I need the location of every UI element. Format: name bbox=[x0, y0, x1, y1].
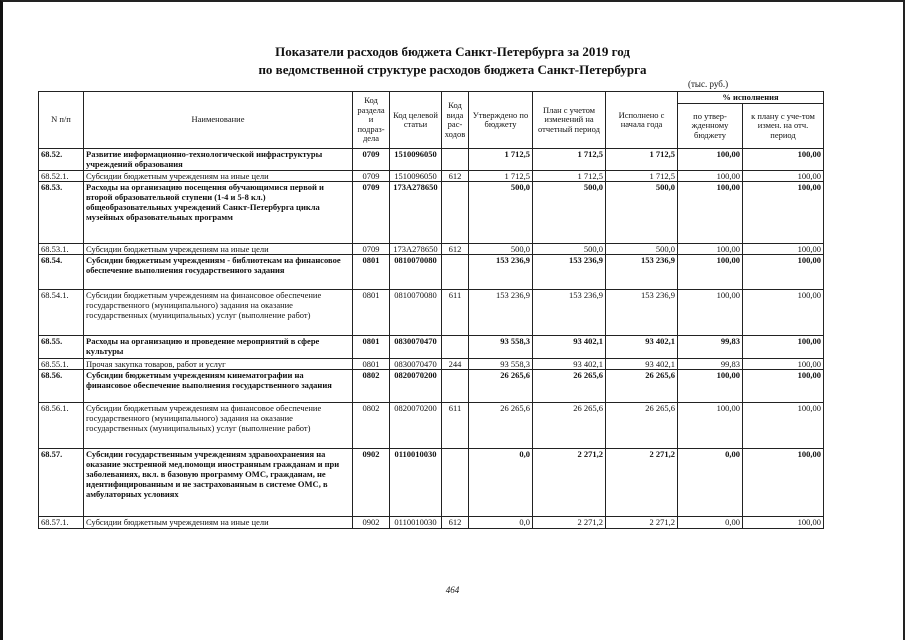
row-pct-approved: 0,00 bbox=[678, 449, 743, 517]
row-num: 68.52. bbox=[39, 149, 84, 171]
header-approved: Утверждено по бюджету bbox=[469, 92, 533, 149]
row-executed: 500,0 bbox=[606, 244, 678, 255]
row-type bbox=[442, 149, 469, 171]
row-approved: 93 558,3 bbox=[469, 359, 533, 370]
row-num: 68.53. bbox=[39, 182, 84, 244]
row-pct-plan: 100,00 bbox=[743, 255, 824, 290]
row-approved: 153 236,9 bbox=[469, 290, 533, 336]
row-section: 0801 bbox=[353, 290, 390, 336]
row-executed: 1 712,5 bbox=[606, 149, 678, 171]
row-pct-plan: 100,00 bbox=[743, 171, 824, 182]
budget-table bbox=[38, 91, 824, 529]
row-num: 68.54.1. bbox=[39, 290, 84, 336]
table-row bbox=[39, 182, 824, 244]
row-section: 0801 bbox=[353, 255, 390, 290]
row-plan: 93 402,1 bbox=[533, 359, 606, 370]
row-name: Субсидии государственным учреждениям здравоохранения на оказание экстренной мед.помощи иностранным гражданам и при заболеваниях, вкл. в базовую программу ОМС, гражданам, не идентифицированным и не застрахованным в системе ОМС, в амбулаторных условиях bbox=[84, 449, 353, 517]
row-num: 68.56.1. bbox=[39, 403, 84, 449]
row-pct-plan: 100,00 bbox=[743, 149, 824, 171]
row-plan: 500,0 bbox=[533, 182, 606, 244]
row-type: 612 bbox=[442, 171, 469, 182]
row-num: 68.57.1. bbox=[39, 517, 84, 529]
row-executed: 500,0 bbox=[606, 182, 678, 244]
row-num: 68.53.1. bbox=[39, 244, 84, 255]
row-section: 0801 bbox=[353, 336, 390, 359]
row-pct-approved: 100,00 bbox=[678, 149, 743, 171]
row-executed: 153 236,9 bbox=[606, 255, 678, 290]
row-type: 611 bbox=[442, 290, 469, 336]
row-executed: 93 402,1 bbox=[606, 336, 678, 359]
row-type bbox=[442, 255, 469, 290]
row-name: Субсидии бюджетным учреждениям на иные цели bbox=[84, 244, 353, 255]
row-target: 0830070470 bbox=[390, 336, 442, 359]
row-pct-plan: 100,00 bbox=[743, 403, 824, 449]
table-row bbox=[39, 403, 824, 449]
row-num: 68.57. bbox=[39, 449, 84, 517]
row-approved: 500,0 bbox=[469, 244, 533, 255]
row-type bbox=[442, 370, 469, 403]
row-name: Субсидии бюджетным учреждениям на финансовое обеспечение государственного (муниципального) задания на оказание государственных (муниципальных) услуг (выполнение работ) bbox=[84, 290, 353, 336]
row-executed: 153 236,9 bbox=[606, 290, 678, 336]
row-name: Субсидии бюджетным учреждениям на иные цели bbox=[84, 517, 353, 529]
row-pct-plan: 100,00 bbox=[743, 517, 824, 529]
row-approved: 1 712,5 bbox=[469, 149, 533, 171]
row-section: 0902 bbox=[353, 517, 390, 529]
table-row bbox=[39, 336, 824, 359]
row-num: 68.56. bbox=[39, 370, 84, 403]
page-number: 464 bbox=[445, 585, 460, 595]
row-name: Прочая закупка товаров, работ и услуг bbox=[84, 359, 353, 370]
row-type: 611 bbox=[442, 403, 469, 449]
table-row bbox=[39, 449, 824, 517]
row-type: 612 bbox=[442, 517, 469, 529]
row-pct-plan: 100,00 bbox=[743, 182, 824, 244]
row-plan: 2 271,2 bbox=[533, 449, 606, 517]
header-section: Код раздела и подраз-дела bbox=[353, 92, 390, 149]
row-pct-approved: 99,83 bbox=[678, 336, 743, 359]
row-name: Расходы на организацию и проведение мероприятий в сфере культуры bbox=[84, 336, 353, 359]
header-target: Код целевой статьи bbox=[390, 92, 442, 149]
row-name: Субсидии бюджетным учреждениям - библиотекам на финансовое обеспечение выполнения государственного задания bbox=[84, 255, 353, 290]
row-plan: 153 236,9 bbox=[533, 290, 606, 336]
row-pct-approved: 100,00 bbox=[678, 244, 743, 255]
row-plan: 93 402,1 bbox=[533, 336, 606, 359]
row-plan: 153 236,9 bbox=[533, 255, 606, 290]
units-label: (тыс. руб.) bbox=[688, 79, 729, 89]
row-name: Субсидии бюджетным учреждениям на иные цели bbox=[84, 171, 353, 182]
report-subtitle: по ведомственной структуре расходов бюджета Санкт-Петербурга bbox=[258, 62, 647, 77]
row-pct-approved: 100,00 bbox=[678, 290, 743, 336]
row-plan: 500,0 bbox=[533, 244, 606, 255]
row-target: 0820070200 bbox=[390, 370, 442, 403]
row-plan: 26 265,6 bbox=[533, 403, 606, 449]
row-section: 0709 bbox=[353, 171, 390, 182]
row-pct-approved: 99,83 bbox=[678, 359, 743, 370]
row-pct-approved: 100,00 bbox=[678, 403, 743, 449]
header-pct-approved: по утвер-жденному бюджету bbox=[678, 104, 743, 149]
row-executed: 2 271,2 bbox=[606, 517, 678, 529]
row-type: 244 bbox=[442, 359, 469, 370]
row-target: 0820070200 bbox=[390, 403, 442, 449]
header-pct-plan: к плану с уче-том измен. на отч. период bbox=[743, 104, 824, 149]
row-target: 173А278650 bbox=[390, 182, 442, 244]
row-approved: 26 265,6 bbox=[469, 370, 533, 403]
row-target: 1510096050 bbox=[390, 171, 442, 182]
row-pct-plan: 100,00 bbox=[743, 290, 824, 336]
row-target: 0110010030 bbox=[390, 449, 442, 517]
row-num: 68.55. bbox=[39, 336, 84, 359]
row-pct-plan: 100,00 bbox=[743, 244, 824, 255]
row-target: 0830070470 bbox=[390, 359, 442, 370]
row-name: Расходы на организацию посещения обучающимися первой и второй образовательной ступени (1-4 и 5-8 кл.) общеобразовательных учреждений Санкт-Петербурга цикла музейных образовательных программ bbox=[84, 182, 353, 244]
header-executed: Исполнено с начала года bbox=[606, 92, 678, 149]
row-section: 0802 bbox=[353, 403, 390, 449]
row-num: 68.54. bbox=[39, 255, 84, 290]
table-row bbox=[39, 171, 824, 182]
row-type: 612 bbox=[442, 244, 469, 255]
row-approved: 153 236,9 bbox=[469, 255, 533, 290]
row-pct-approved: 100,00 bbox=[678, 255, 743, 290]
table-row bbox=[39, 255, 824, 290]
header-pct-group: % исполнения bbox=[678, 92, 824, 104]
row-target: 0810070080 bbox=[390, 255, 442, 290]
row-pct-approved: 100,00 bbox=[678, 370, 743, 403]
row-type bbox=[442, 182, 469, 244]
table-row bbox=[39, 290, 824, 336]
row-pct-approved: 100,00 bbox=[678, 182, 743, 244]
row-type bbox=[442, 336, 469, 359]
row-section: 0902 bbox=[353, 449, 390, 517]
row-plan: 26 265,6 bbox=[533, 370, 606, 403]
row-target: 1510096050 bbox=[390, 149, 442, 171]
row-num: 68.55.1. bbox=[39, 359, 84, 370]
row-plan: 1 712,5 bbox=[533, 149, 606, 171]
row-name: Субсидии бюджетным учреждениям кинематографии на финансовое обеспечение выполнения государственного задания bbox=[84, 370, 353, 403]
row-executed: 1 712,5 bbox=[606, 171, 678, 182]
row-type bbox=[442, 449, 469, 517]
row-approved: 26 265,6 bbox=[469, 403, 533, 449]
table-row bbox=[39, 517, 824, 529]
row-section: 0709 bbox=[353, 244, 390, 255]
row-num: 68.52.1. bbox=[39, 171, 84, 182]
row-pct-plan: 100,00 bbox=[743, 449, 824, 517]
row-plan: 2 271,2 bbox=[533, 517, 606, 529]
table-row bbox=[39, 149, 824, 171]
row-approved: 500,0 bbox=[469, 182, 533, 244]
row-executed: 26 265,6 bbox=[606, 403, 678, 449]
row-approved: 1 712,5 bbox=[469, 171, 533, 182]
table-row bbox=[39, 370, 824, 403]
row-approved: 93 558,3 bbox=[469, 336, 533, 359]
row-name: Развитие информационно-технологической инфраструктуры учреждений образования bbox=[84, 149, 353, 171]
row-approved: 0,0 bbox=[469, 449, 533, 517]
row-section: 0709 bbox=[353, 149, 390, 171]
header-type: Код вида рас-ходов bbox=[442, 92, 469, 149]
row-section: 0709 bbox=[353, 182, 390, 244]
row-pct-approved: 100,00 bbox=[678, 171, 743, 182]
row-target: 0810070080 bbox=[390, 290, 442, 336]
row-pct-plan: 100,00 bbox=[743, 359, 824, 370]
row-section: 0802 bbox=[353, 370, 390, 403]
header-name: Наименование bbox=[84, 92, 353, 149]
row-plan: 1 712,5 bbox=[533, 171, 606, 182]
row-executed: 93 402,1 bbox=[606, 359, 678, 370]
row-section: 0801 bbox=[353, 359, 390, 370]
row-executed: 2 271,2 bbox=[606, 449, 678, 517]
row-name: Субсидии бюджетным учреждениям на финансовое обеспечение государственного (муниципального) задания на оказание государственных (муниципальных) услуг (выполнение работ) bbox=[84, 403, 353, 449]
row-approved: 0,0 bbox=[469, 517, 533, 529]
header-plan: План с учетом изменений на отчетный период bbox=[533, 92, 606, 149]
table-row bbox=[39, 244, 824, 255]
row-pct-approved: 0,00 bbox=[678, 517, 743, 529]
row-pct-plan: 100,00 bbox=[743, 370, 824, 403]
table-row bbox=[39, 359, 824, 370]
header-num: N п/п bbox=[39, 92, 84, 149]
row-executed: 26 265,6 bbox=[606, 370, 678, 403]
row-target: 0110010030 bbox=[390, 517, 442, 529]
row-pct-plan: 100,00 bbox=[743, 336, 824, 359]
report-title: Показатели расходов бюджета Санкт-Петербурга за 2019 год bbox=[275, 44, 630, 59]
row-target: 173А278650 bbox=[390, 244, 442, 255]
